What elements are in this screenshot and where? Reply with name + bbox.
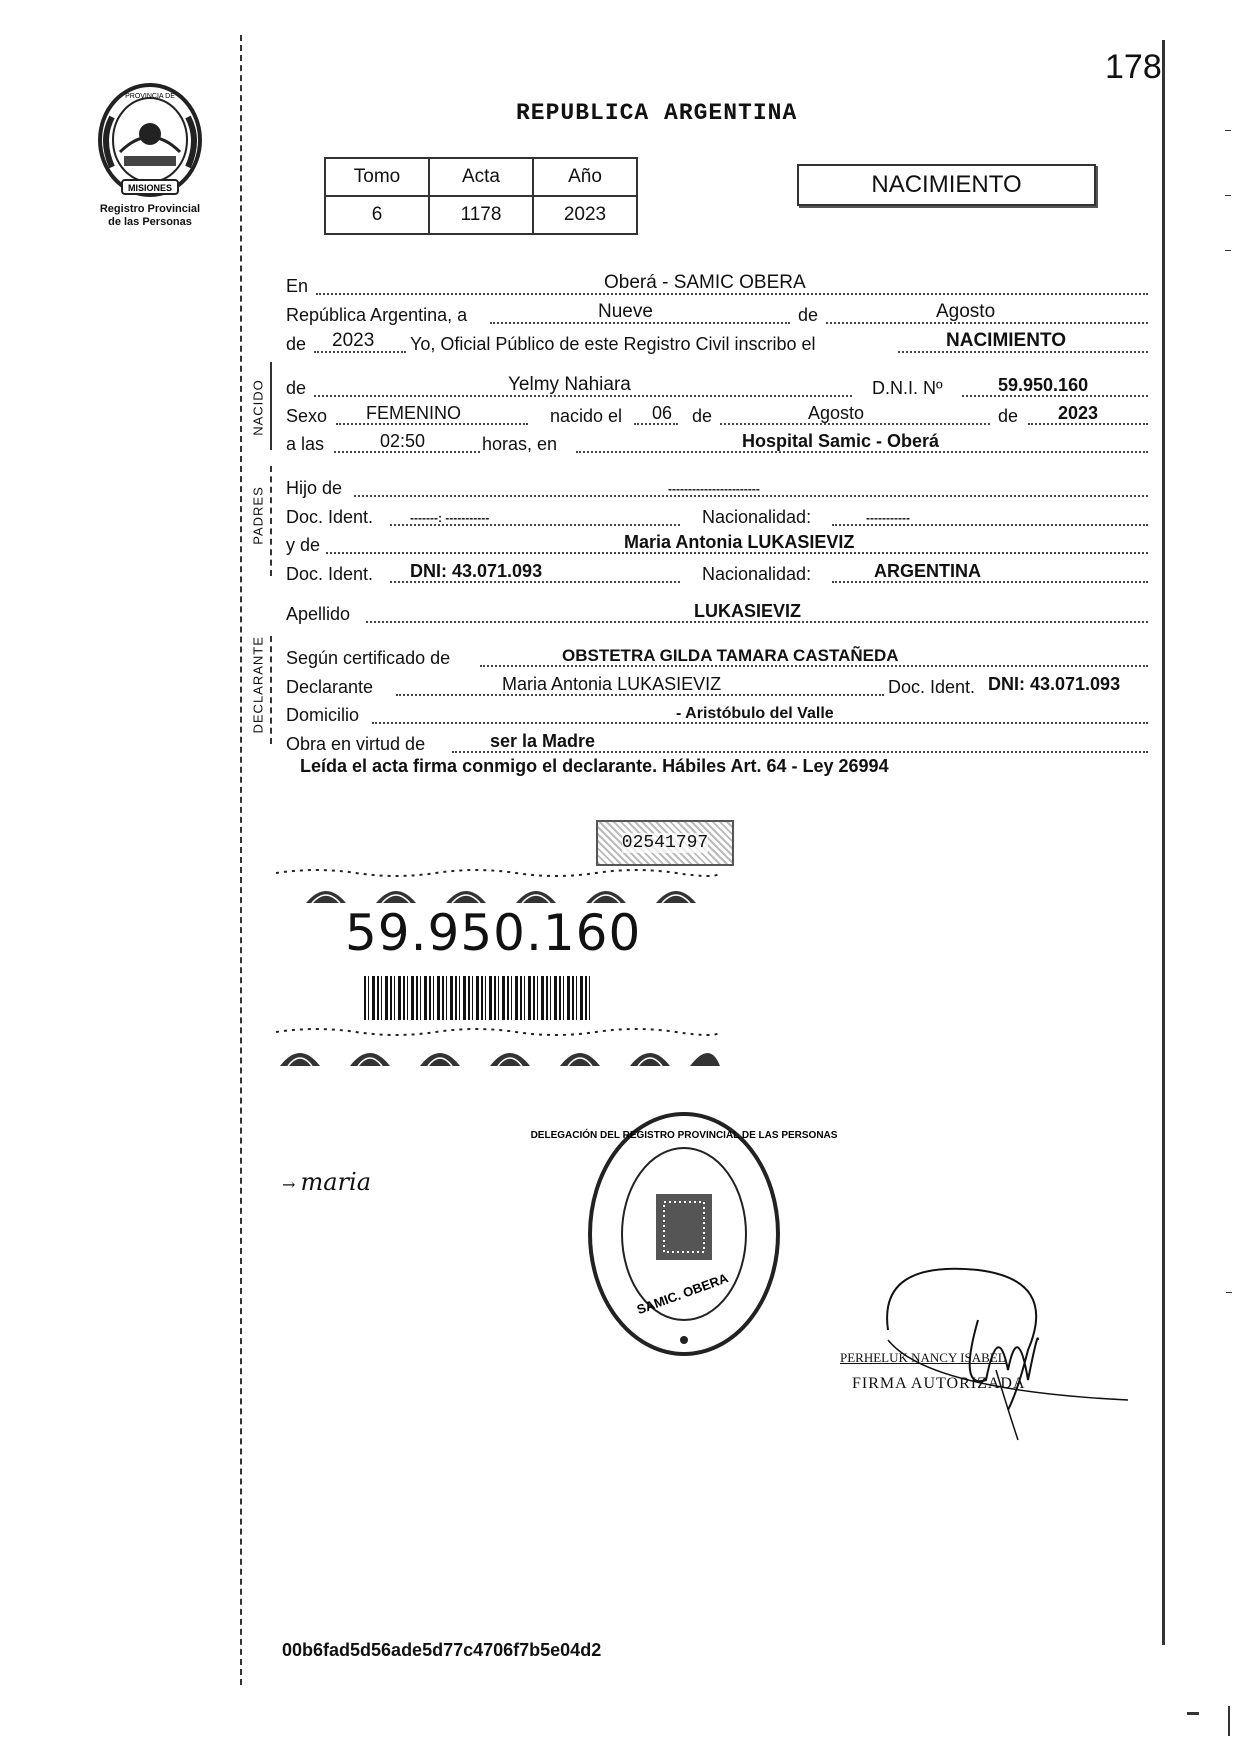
right-margin-line [1162,40,1165,1645]
signature-scribble [868,1240,1148,1440]
row-sexo: Sexo FEMENINO nacido el 06 de Agosto de 2023 [286,402,1148,430]
ano-value: 2023 [533,196,637,234]
side-label-nacido: NACIDO [250,379,266,436]
row-apellido: Apellido LUKASIEVIZ [286,600,1148,628]
scan-mark [1225,250,1231,251]
firma-autorizada: FIRMA AUTORIZADA [852,1375,1026,1392]
security-band-top [276,865,720,905]
row-nombre: de Yelmy Nahiara D.N.I. Nº 59.950.160 [286,374,1148,402]
svg-text:MISIONES: MISIONES [127,183,173,193]
round-seal [530,1108,838,1360]
document-title: REPUBLICA ARGENTINA [516,100,798,126]
handwritten-note: → maria [282,1168,372,1196]
padres-bracket [270,466,272,576]
row-certificado: Según certificado de OBSTETRA GILDA TAMARA CASTAÑEDA [286,644,1148,672]
tomo-acta-ano-table [324,157,638,235]
row-domicilio: Domicilio - Aristóbulo del Valle [286,701,1148,729]
tomo-header: Tomo [325,158,429,196]
legal-text: Leída el acta firma conmigo el declarante. Hábiles Art. 64 - Ley 26994 [300,756,889,776]
acta-value: 1178 [429,196,533,234]
tomo-value: 6 [325,196,429,234]
row-republica: República Argentina, a Nueve de Agosto [286,301,1148,329]
svg-text:SAMIC. OBERA: SAMIC. OBERA [634,1270,731,1318]
signer-name: PERHELUK NANCY ISABEL [840,1350,1006,1365]
left-margin-line [240,35,242,1685]
row-madre: y de Maria Antonia LUKASIEVIZ [286,531,1148,559]
svg-text:DELEGACIÓN DEL REGISTRO PROVIN: DELEGACIÓN DEL REGISTRO PROVINCIAL DE LAS PERSONAS [530,1130,838,1141]
row-en: En Oberá - SAMIC OBERA [286,272,1148,300]
scan-mark [1225,195,1231,196]
side-label-declarante: DECLARANTE [250,636,266,734]
ano-header: Año [533,158,637,196]
row-doc2: Doc. Ident. DNI: 43.071.093 Nacionalidad: ARGENTINA [286,560,1148,588]
acta-header: Acta [429,158,533,196]
nacido-bracket [270,362,272,450]
row-hijo: Hijo de ----------------------- [286,474,1148,502]
id-number-large: 59.950.160 [345,904,642,962]
side-label-padres: PADRES [250,486,266,545]
issuer-name: Registro Provincial de las Personas [99,203,201,228]
page-number: 178 [1105,48,1162,86]
stamp-number: 02541797 [596,820,734,866]
scan-mark [1187,1712,1199,1715]
declarante-bracket [270,636,272,744]
security-band-bottom [276,1024,720,1068]
scan-mark [1225,130,1231,131]
row-declarante: Declarante Maria Antonia LUKASIEVIZ Doc. Ident. DNI: 43.071.093 [286,674,1121,697]
document-hash: 00b6fad5d56ade5d77c4706f7b5e04d2 [282,1640,602,1660]
scan-mark [1226,1292,1232,1293]
row-oficial: de 2023 Yo, Oficial Público de este Registro Civil inscribo el NACIMIENTO [286,330,1148,358]
act-type-box: NACIMIENTO [797,164,1096,206]
row-hora: a las 02:50 horas, en Hospital Samic - Oberá [286,430,1148,458]
provincial-seal [92,82,208,200]
svg-text:PROVINCIA DE: PROVINCIA DE [125,93,175,100]
row-obra: Obra en virtud de ser la Madre [286,730,1148,758]
scan-mark-vertical [1228,1706,1230,1736]
barcode [364,976,590,1020]
row-doc1: Doc. Ident. -------: ----------- Nacionalidad: ----------- [286,503,1148,531]
